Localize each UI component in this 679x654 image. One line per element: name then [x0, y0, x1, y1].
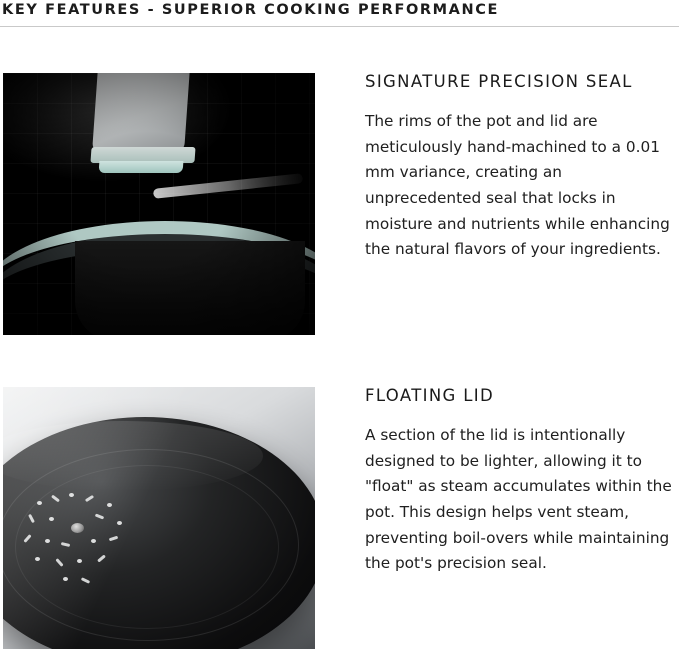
vent-mark: [107, 503, 112, 507]
feature-image-floating-lid: [3, 387, 315, 649]
vent-mark: [77, 559, 82, 563]
feature-copy: [315, 387, 679, 577]
feature-body-text: The rims of the pot and lid are meticulously hand-machined to a 0.01 mm variance, creating an unprecedented seal that locks in moisture and nutrients while enhancing the natural flavors of your ingredients.: [365, 112, 670, 259]
feature-copy: [315, 73, 679, 263]
feature-body-text: A section of the lid is intentionally designed to be lighter, allowing it to "float" as steam accumulates within the pot. This design helps vent steam, preventing boil-overs while maintaining the pot's precision seal.: [365, 426, 672, 573]
vent-mark: [69, 493, 74, 497]
vent-mark: [37, 501, 42, 505]
lid-center-knob: [71, 523, 84, 533]
vent-mark: [49, 517, 54, 521]
feature-title: FLOATING LID: [365, 386, 495, 405]
vent-mark: [35, 557, 40, 561]
section-header: [0, 0, 679, 26]
vent-mark: [63, 577, 68, 581]
feature-row: [0, 73, 679, 335]
feature-title: SIGNATURE PRECISION SEAL: [365, 72, 633, 91]
feature-row: [0, 387, 679, 649]
page-title: KEY FEATURES - SUPERIOR COOKING PERFORMANCE: [2, 2, 499, 18]
vent-mark: [45, 539, 50, 543]
header-divider: [0, 26, 679, 27]
feature-image-precision-seal: [3, 73, 315, 335]
vent-mark: [117, 521, 122, 525]
vent-mark: [91, 539, 96, 543]
image-vignette: [3, 73, 315, 335]
